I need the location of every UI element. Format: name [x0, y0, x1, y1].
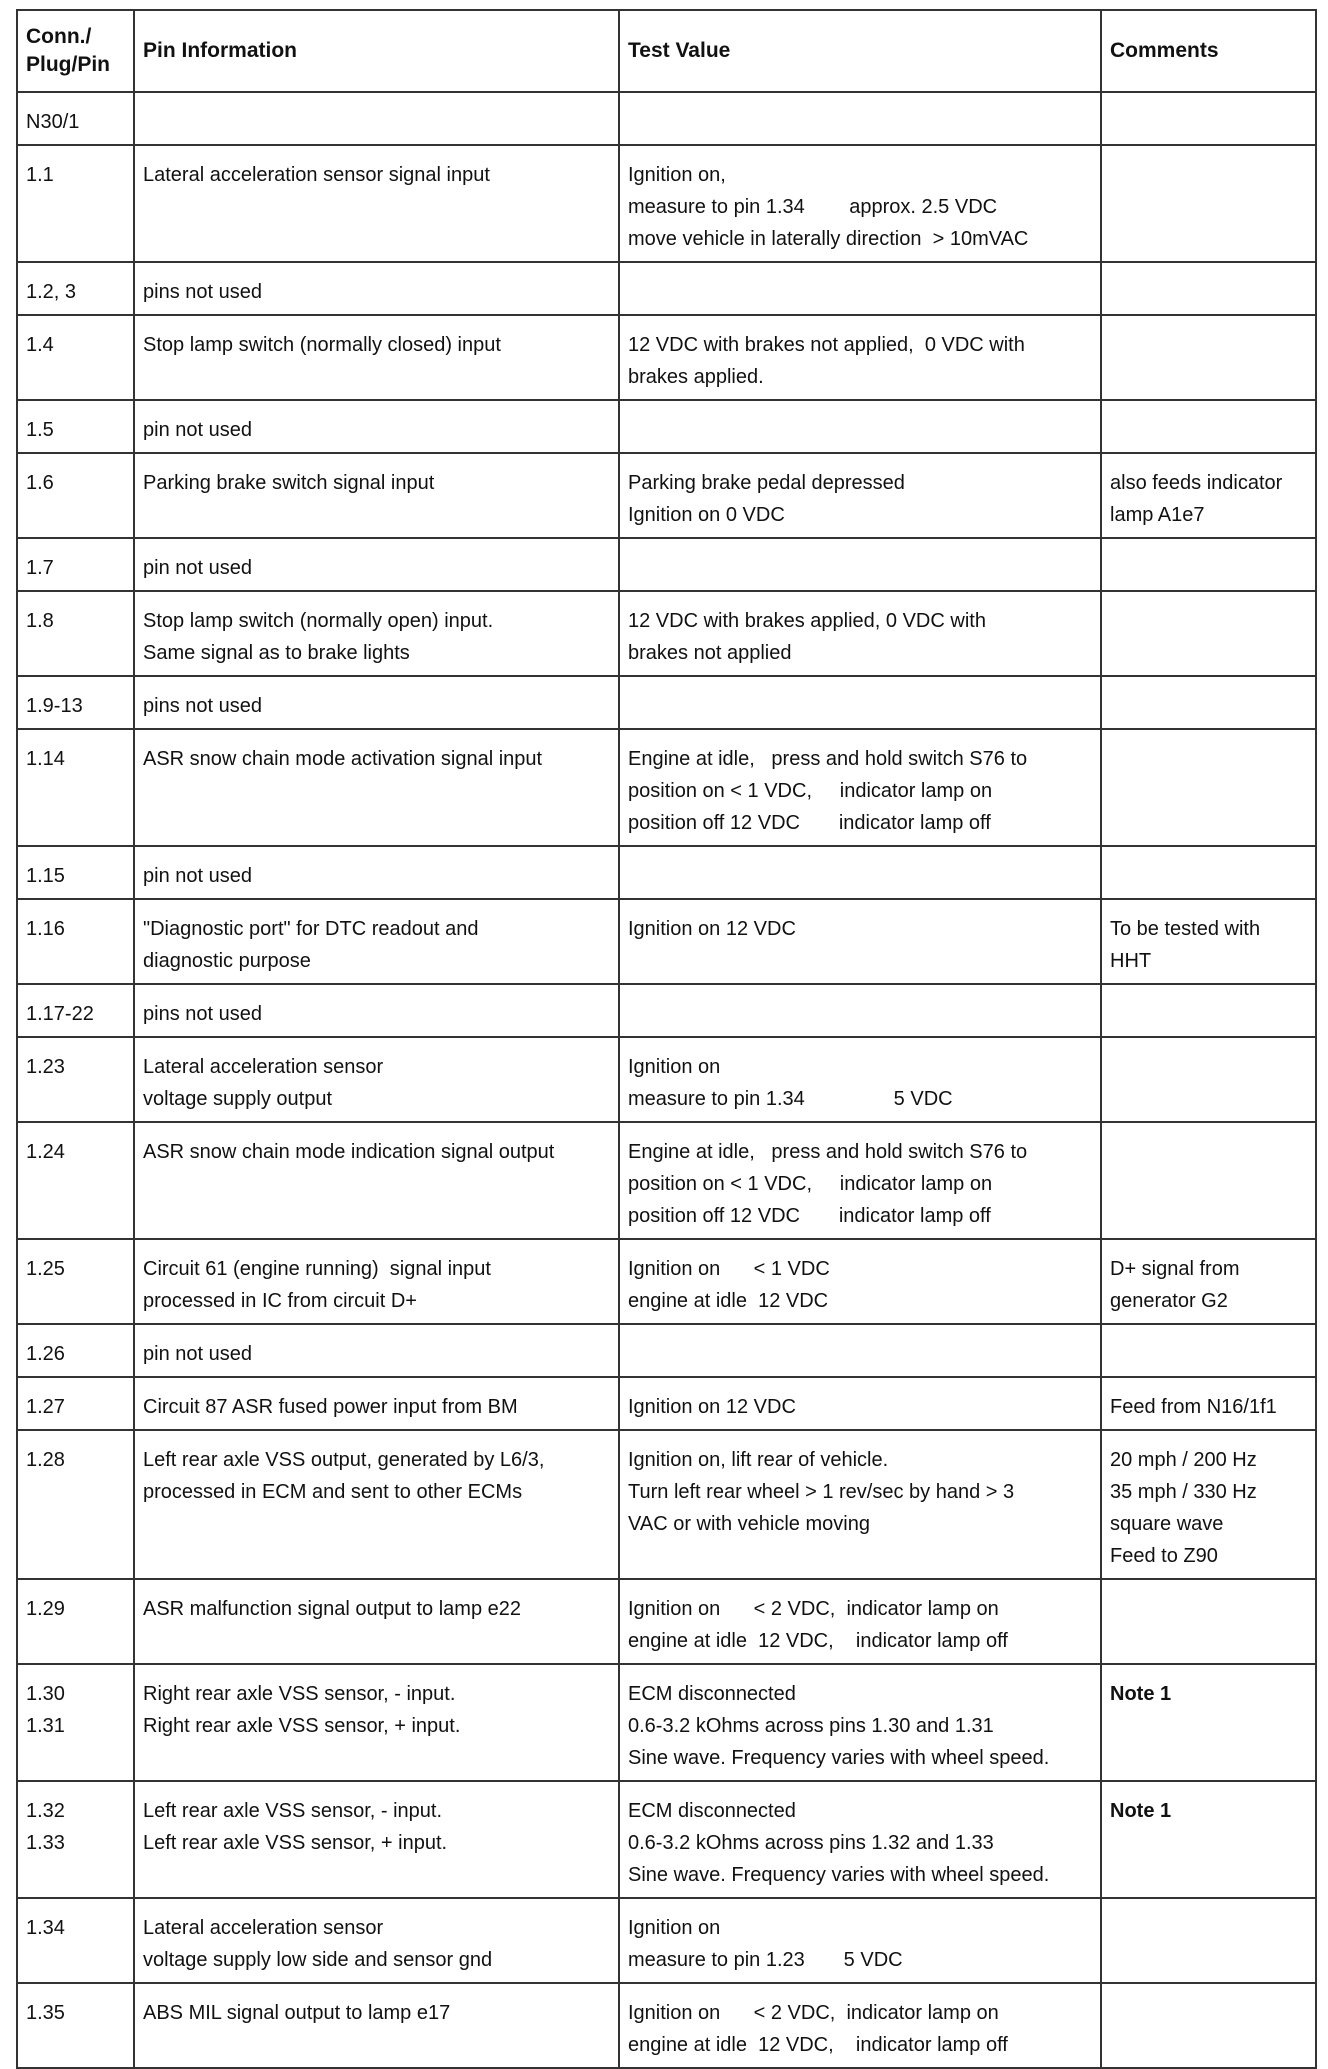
comments-cell [1101, 591, 1316, 676]
info-cell [134, 729, 619, 846]
test-cell [619, 729, 1101, 846]
info-cell-line: Right rear axle VSS sensor, + input. [143, 1715, 461, 1737]
info-cell [134, 1898, 619, 1983]
test-cell-line: Sine wave. Frequency varies with wheel speed. [628, 1747, 1050, 1769]
pin-cell [17, 1579, 134, 1664]
comments-cell [1101, 1664, 1316, 1781]
info-cell [134, 1324, 619, 1377]
pin-cell [17, 591, 134, 676]
test-cell [619, 591, 1101, 676]
comments-cell-line: D+ signal from [1110, 1258, 1240, 1280]
info-cell-line: Stop lamp switch (normally closed) input [143, 334, 501, 356]
info-cell-line: Same signal as to brake lights [143, 642, 410, 664]
table-row [17, 1239, 1316, 1324]
test-cell-line: Ignition on [628, 1056, 721, 1078]
test-cell-line: Turn left rear wheel > 1 rev/sec by hand > 3 [628, 1481, 1015, 1503]
info-cell-line: pins not used [143, 281, 262, 303]
test-cell-line: Ignition on 12 VDC [628, 918, 796, 940]
test-cell-line: 0.6-3.2 kOhms across pins 1.30 and 1.31 [628, 1715, 994, 1737]
info-cell-line: pins not used [143, 695, 262, 717]
comments-cell-line: Feed to Z90 [1110, 1545, 1218, 1567]
info-cell-line: ASR snow chain mode indication signal output [143, 1141, 555, 1163]
test-cell [619, 1664, 1101, 1781]
header-test-value: Test Value [619, 10, 1101, 92]
test-cell [619, 899, 1101, 984]
pin-cell [17, 315, 134, 400]
comments-cell [1101, 453, 1316, 538]
table-row [17, 846, 1316, 899]
comments-cell-line: lamp A1e7 [1110, 504, 1205, 526]
info-cell-line: pins not used [143, 1003, 262, 1025]
table-row [17, 1037, 1316, 1122]
info-cell-line: voltage supply output [143, 1088, 333, 1110]
info-cell [134, 984, 619, 1037]
comments-cell [1101, 1239, 1316, 1324]
comments-cell-line: 20 mph / 200 Hz [1110, 1449, 1257, 1471]
test-cell-line: engine at idle 12 VDC [628, 1290, 829, 1312]
table-row [17, 92, 1316, 145]
header-comments: Comments [1101, 10, 1316, 92]
table-row [17, 453, 1316, 538]
info-cell-line: voltage supply low side and sensor gnd [143, 1949, 493, 1971]
comments-cell-line: Note 1 [1110, 1800, 1172, 1822]
pin-cell [17, 1377, 134, 1430]
pin-cell-line: 1.33 [26, 1832, 65, 1854]
header-conn: Conn./ Plug/Pin [17, 10, 134, 92]
test-cell [619, 846, 1101, 899]
table-row [17, 984, 1316, 1037]
table-row [17, 538, 1316, 591]
pin-cell [17, 1037, 134, 1122]
header-pin-information: Pin Information [134, 10, 619, 92]
table-row [17, 1664, 1316, 1781]
pin-cell-line: 1.8 [26, 610, 54, 632]
pin-cell [17, 729, 134, 846]
pin-cell-line: 1.15 [26, 865, 65, 887]
pin-cell-line: 1.26 [26, 1343, 65, 1365]
test-cell-line: Parking brake pedal depressed [628, 472, 905, 494]
test-cell-line: 12 VDC with brakes not applied, 0 VDC with [628, 334, 1025, 356]
info-cell-line: pin not used [143, 1343, 252, 1365]
info-cell [134, 538, 619, 591]
pin-cell [17, 1983, 134, 2068]
table-row [17, 1579, 1316, 1664]
pin-cell-line: N30/1 [26, 111, 80, 133]
test-cell [619, 400, 1101, 453]
comments-cell [1101, 400, 1316, 453]
info-cell [134, 1983, 619, 2068]
test-cell-line: Sine wave. Frequency varies with wheel speed. [628, 1864, 1050, 1886]
pin-cell [17, 1898, 134, 1983]
table-row [17, 1983, 1316, 2068]
info-cell [134, 453, 619, 538]
info-cell [134, 1239, 619, 1324]
test-cell [619, 315, 1101, 400]
pin-cell [17, 538, 134, 591]
test-cell [619, 1430, 1101, 1579]
pin-cell-line: 1.14 [26, 748, 65, 770]
comments-cell-line: generator G2 [1110, 1290, 1228, 1312]
comments-cell [1101, 315, 1316, 400]
pin-cell [17, 1239, 134, 1324]
info-cell-line: Right rear axle VSS sensor, - input. [143, 1683, 456, 1705]
pin-cell-line: 1.31 [26, 1715, 65, 1737]
test-cell-line: Ignition on < 2 VDC, indicator lamp on [628, 1598, 999, 1620]
test-cell [619, 1037, 1101, 1122]
pin-cell [17, 400, 134, 453]
test-cell-line: VAC or with vehicle moving [628, 1513, 870, 1535]
comments-cell [1101, 846, 1316, 899]
test-cell-line: move vehicle in laterally direction > 10mVAC [628, 228, 1029, 250]
info-cell-line: ABS MIL signal output to lamp e17 [143, 2002, 451, 2024]
comments-cell [1101, 984, 1316, 1037]
pin-cell-line: 1.1 [26, 164, 54, 186]
pin-information-document [16, 9, 1317, 2069]
pin-cell [17, 1664, 134, 1781]
comments-cell [1101, 262, 1316, 315]
test-cell-line: position off 12 VDC indicator lamp off [628, 812, 991, 834]
table-row [17, 262, 1316, 315]
info-cell-line: Stop lamp switch (normally open) input. [143, 610, 494, 632]
pin-cell-line: 1.28 [26, 1449, 65, 1471]
test-cell [619, 1239, 1101, 1324]
comments-cell [1101, 92, 1316, 145]
pin-cell [17, 1781, 134, 1898]
info-cell [134, 899, 619, 984]
pin-table [16, 9, 1317, 2069]
comments-cell [1101, 145, 1316, 262]
info-cell [134, 1579, 619, 1664]
test-cell [619, 984, 1101, 1037]
test-cell-line: position off 12 VDC indicator lamp off [628, 1205, 991, 1227]
info-cell-line: ASR snow chain mode activation signal input [143, 748, 543, 770]
test-cell [619, 1579, 1101, 1664]
table-header-row [17, 10, 1316, 92]
test-cell-line: Ignition on < 2 VDC, indicator lamp on [628, 2002, 999, 2024]
comments-cell [1101, 1898, 1316, 1983]
test-cell-line: engine at idle 12 VDC, indicator lamp off [628, 2034, 1008, 2056]
comments-cell [1101, 1122, 1316, 1239]
test-cell-line: Engine at idle, press and hold switch S76 to [628, 1141, 1028, 1163]
info-cell [134, 315, 619, 400]
comments-cell [1101, 1430, 1316, 1579]
test-cell-line: measure to pin 1.23 5 VDC [628, 1949, 903, 1971]
info-cell-line: Lateral acceleration sensor [143, 1056, 384, 1078]
pin-cell [17, 1324, 134, 1377]
info-cell-line: pin not used [143, 419, 252, 441]
info-cell-line: Left rear axle VSS output, generated by L6/3, [143, 1449, 545, 1471]
info-cell-line: Circuit 61 (engine running) signal input [143, 1258, 491, 1280]
test-cell [619, 1781, 1101, 1898]
comments-cell-line: also feeds indicator [1110, 472, 1283, 494]
comments-cell [1101, 899, 1316, 984]
test-cell [619, 453, 1101, 538]
info-cell-line: Left rear axle VSS sensor, - input. [143, 1800, 443, 1822]
test-cell-line: ECM disconnected [628, 1800, 796, 1822]
test-cell [619, 145, 1101, 262]
info-cell [134, 262, 619, 315]
test-cell-line: 0.6-3.2 kOhms across pins 1.32 and 1.33 [628, 1832, 994, 1854]
pin-cell [17, 984, 134, 1037]
table-row [17, 1122, 1316, 1239]
test-cell-line: brakes applied. [628, 366, 764, 388]
comments-cell [1101, 538, 1316, 591]
info-cell-line: pin not used [143, 557, 252, 579]
info-cell [134, 400, 619, 453]
info-cell [134, 591, 619, 676]
test-cell [619, 1377, 1101, 1430]
comments-cell-line: 35 mph / 330 Hz [1110, 1481, 1257, 1503]
pin-cell-line: 1.6 [26, 472, 54, 494]
pin-cell [17, 846, 134, 899]
info-cell-line: processed in ECM and sent to other ECMs [143, 1481, 523, 1503]
test-cell [619, 1122, 1101, 1239]
table-row [17, 315, 1316, 400]
pin-cell-line: 1.16 [26, 918, 65, 940]
table-row [17, 145, 1316, 262]
pin-cell-line: 1.2, 3 [26, 281, 77, 303]
table-row [17, 899, 1316, 984]
table-row [17, 1324, 1316, 1377]
info-cell-line: diagnostic purpose [143, 950, 311, 972]
pin-cell [17, 899, 134, 984]
pin-cell-line: 1.5 [26, 419, 54, 441]
info-cell [134, 1664, 619, 1781]
pin-cell-line: 1.30 [26, 1683, 65, 1705]
table-row [17, 729, 1316, 846]
pin-cell [17, 1430, 134, 1579]
pin-cell-line: 1.27 [26, 1396, 65, 1418]
comments-cell [1101, 676, 1316, 729]
pin-cell-line: 1.7 [26, 557, 54, 579]
test-cell [619, 1324, 1101, 1377]
test-cell [619, 92, 1101, 145]
info-cell-line: "Diagnostic port" for DTC readout and [143, 918, 479, 940]
test-cell [619, 1983, 1101, 2068]
comments-cell [1101, 1983, 1316, 2068]
table-row [17, 676, 1316, 729]
info-cell [134, 1781, 619, 1898]
test-cell-line: Ignition on 0 VDC [628, 504, 785, 526]
table-row [17, 1898, 1316, 1983]
test-cell-line: Engine at idle, press and hold switch S76 to [628, 748, 1028, 770]
pin-cell-line: 1.34 [26, 1917, 65, 1939]
pin-cell-line: 1.35 [26, 2002, 65, 2024]
test-cell-line: Ignition on [628, 1917, 721, 1939]
info-cell [134, 676, 619, 729]
pin-cell [17, 453, 134, 538]
comments-cell-line: Feed from N16/1f1 [1110, 1396, 1277, 1418]
pin-cell [17, 92, 134, 145]
comments-cell-line: square wave [1110, 1513, 1224, 1535]
test-cell [619, 262, 1101, 315]
pin-cell-line: 1.17-22 [26, 1003, 94, 1025]
pin-cell [17, 145, 134, 262]
test-cell [619, 676, 1101, 729]
comments-cell [1101, 729, 1316, 846]
pin-cell-line: 1.25 [26, 1258, 65, 1280]
test-cell-line: Ignition on 12 VDC [628, 1396, 796, 1418]
info-cell-line: processed in IC from circuit D+ [143, 1290, 417, 1312]
info-cell-line: Lateral acceleration sensor [143, 1917, 384, 1939]
info-cell [134, 92, 619, 145]
test-cell-line: Ignition on < 1 VDC [628, 1258, 830, 1280]
test-cell-line: Ignition on, [628, 164, 726, 186]
comments-cell-line: HHT [1110, 950, 1152, 972]
test-cell-line: position on < 1 VDC, indicator lamp on [628, 780, 993, 802]
info-cell [134, 846, 619, 899]
pin-cell [17, 1122, 134, 1239]
test-cell [619, 1898, 1101, 1983]
comments-cell [1101, 1324, 1316, 1377]
info-cell [134, 1377, 619, 1430]
test-cell-line: 12 VDC with brakes applied, 0 VDC with [628, 610, 986, 632]
test-cell-line: brakes not applied [628, 642, 792, 664]
info-cell-line: Lateral acceleration sensor signal input [143, 164, 490, 186]
comments-cell [1101, 1377, 1316, 1430]
pin-cell-line: 1.23 [26, 1056, 65, 1078]
pin-cell [17, 676, 134, 729]
pin-cell-line: 1.24 [26, 1141, 65, 1163]
test-cell-line: ECM disconnected [628, 1683, 796, 1705]
pin-cell [17, 262, 134, 315]
comments-cell [1101, 1781, 1316, 1898]
table-row [17, 591, 1316, 676]
info-cell [134, 1122, 619, 1239]
test-cell [619, 538, 1101, 591]
pin-cell-line: 1.4 [26, 334, 54, 356]
comments-cell-line: To be tested with [1110, 918, 1261, 940]
info-cell-line: ASR malfunction signal output to lamp e22 [143, 1598, 521, 1620]
pin-cell-line: 1.9-13 [26, 695, 83, 717]
info-cell-line: Parking brake switch signal input [143, 472, 435, 494]
test-cell-line: position on < 1 VDC, indicator lamp on [628, 1173, 993, 1195]
comments-cell-line: Note 1 [1110, 1683, 1172, 1705]
test-cell-line: Ignition on, lift rear of vehicle. [628, 1449, 889, 1471]
table-row [17, 1430, 1316, 1579]
info-cell-line: pin not used [143, 865, 252, 887]
table-row [17, 1377, 1316, 1430]
test-cell-line: measure to pin 1.34 approx. 2.5 VDC [628, 196, 998, 218]
table-row [17, 400, 1316, 453]
info-cell [134, 1430, 619, 1579]
comments-cell [1101, 1579, 1316, 1664]
info-cell [134, 145, 619, 262]
info-cell-line: Left rear axle VSS sensor, + input. [143, 1832, 448, 1854]
test-cell-line: engine at idle 12 VDC, indicator lamp off [628, 1630, 1008, 1652]
test-cell-line: measure to pin 1.34 5 VDC [628, 1088, 953, 1110]
table-row [17, 1781, 1316, 1898]
info-cell [134, 1037, 619, 1122]
pin-cell-line: 1.29 [26, 1598, 65, 1620]
info-cell-line: Circuit 87 ASR fused power input from BM [143, 1396, 518, 1418]
comments-cell [1101, 1037, 1316, 1122]
pin-cell-line: 1.32 [26, 1800, 65, 1822]
